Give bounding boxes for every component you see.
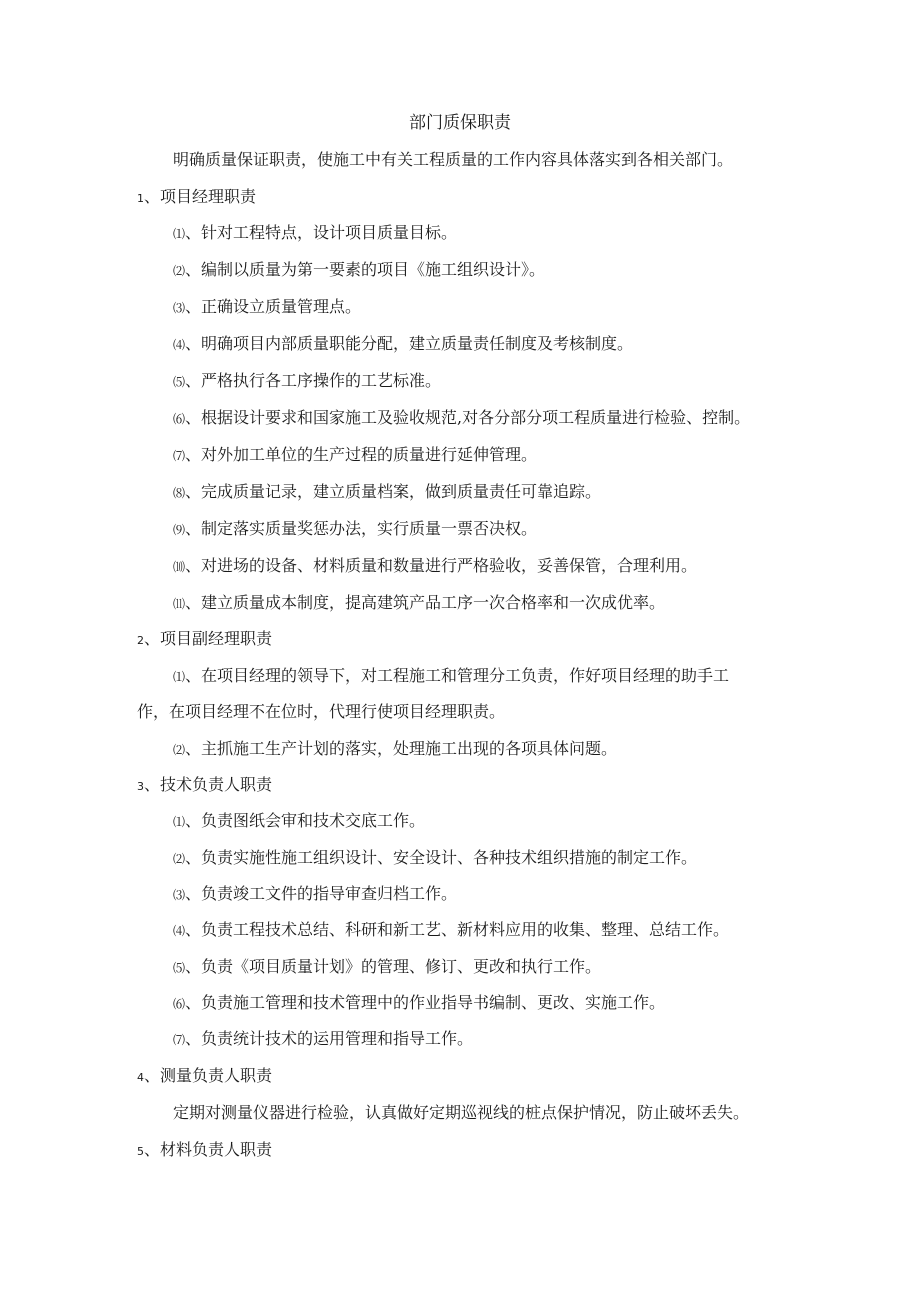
section-heading <box>137 187 256 209</box>
list-item <box>173 556 697 577</box>
intro-paragraph: 明确质量保证职责，使施工中有关工程质量的工作内容具体落实到各相关部门。 <box>173 150 734 169</box>
list-item <box>173 811 425 832</box>
section-paragraph: 定期对测量仪器进行检验，认真做好定期巡视线的桩点保护情况，防止破坏丢失。 <box>173 1103 750 1122</box>
item-marker: ⑶ <box>173 888 186 902</box>
section-heading <box>137 629 272 651</box>
item-text: 、负责图纸会审和技术交底工作。 <box>185 811 426 830</box>
item-marker: ⑷ <box>173 924 186 938</box>
section-number: 4 <box>137 1071 144 1084</box>
section-heading <box>137 1140 272 1162</box>
item-marker: ⑵ <box>173 743 186 757</box>
list-item <box>173 297 361 318</box>
item-text: 、对外加工单位的生产过程的质量进行延伸管理。 <box>185 445 538 464</box>
list-item <box>173 884 457 905</box>
item-text: 、严格执行各工序操作的工艺标准。 <box>185 371 442 390</box>
item-text: 、主抓施工生产计划的落实，处理施工出现的各项具体问题。 <box>185 739 618 758</box>
item-text: 、负责工程技术总结、科研和新工艺、新材料应用的收集、整理、总结工作。 <box>185 920 730 939</box>
item-marker: ⑴ <box>173 815 186 829</box>
item-marker: ⑵ <box>173 852 186 866</box>
item-text: 、完成质量记录，建立质量档案，做到质量责任可靠追踪。 <box>185 482 602 501</box>
item-marker: ⑺ <box>173 1033 186 1047</box>
list-item <box>173 848 697 869</box>
section-heading-text: 、项目经理职责 <box>144 187 257 206</box>
section-number: 5 <box>137 1145 144 1158</box>
item-text: 、对进场的设备、材料质量和数量进行严格验收，妥善保管，合理利用。 <box>185 556 698 575</box>
item-text: 、根据设计要求和国家施工及验收规范,对各分部分项工程质量进行检验、控制。 <box>185 408 751 427</box>
list-item-continuation: 作，在项目经理不在位时，代理行使项目经理职责。 <box>137 702 506 721</box>
item-text: 、编制以质量为第一要素的项目《施工组织设计》。 <box>185 260 546 279</box>
item-marker: ⑹ <box>173 997 186 1011</box>
list-item <box>173 445 537 466</box>
list-item <box>173 957 601 978</box>
list-item <box>173 920 729 941</box>
item-text: 、正确设立质量管理点。 <box>185 297 362 316</box>
item-marker: ⑾ <box>173 597 186 611</box>
list-item <box>173 223 457 244</box>
item-marker: ⑸ <box>173 375 186 389</box>
item-marker: ⑻ <box>173 486 186 500</box>
item-marker: ⑹ <box>173 412 186 426</box>
list-item <box>173 739 617 760</box>
section-heading-text: 、技术负责人职责 <box>144 775 273 794</box>
item-marker: ⑼ <box>173 523 186 537</box>
list-item <box>173 260 545 281</box>
section-number: 2 <box>137 634 144 647</box>
item-text: 、负责施工管理和技术管理中的作业指导书编制、更改、实施工作。 <box>185 993 666 1012</box>
item-marker: ⑽ <box>173 560 186 574</box>
item-marker: ⑴ <box>173 670 186 684</box>
list-item <box>173 519 537 540</box>
document-title: 部门质保职责 <box>409 113 511 133</box>
section-number: 3 <box>137 780 144 793</box>
list-item <box>173 1029 473 1050</box>
item-marker: ⑷ <box>173 338 186 352</box>
item-text: 、负责《项目质量计划》的管理、修订、更改和执行工作。 <box>185 957 602 976</box>
list-item <box>173 334 633 355</box>
item-marker: ⑵ <box>173 264 186 278</box>
item-text: 、负责统计技术的运用管理和指导工作。 <box>185 1029 474 1048</box>
item-text: 、建立质量成本制度，提高建筑产品工序一次合格率和一次成优率。 <box>185 593 666 612</box>
list-item <box>173 482 601 503</box>
section-heading-text: 、测量负责人职责 <box>144 1066 273 1085</box>
item-text: 、负责竣工文件的指导审查归档工作。 <box>185 884 458 903</box>
list-item <box>173 593 665 614</box>
item-marker: ⑸ <box>173 961 186 975</box>
item-marker: ⑺ <box>173 449 186 463</box>
item-text: 、制定落实质量奖惩办法，实行质量一票否决权。 <box>185 519 538 538</box>
list-item <box>173 993 665 1014</box>
item-marker: ⑴ <box>173 227 186 241</box>
item-text: 、明确项目内部质量职能分配，建立质量责任制度及考核制度。 <box>185 334 634 353</box>
list-item <box>173 666 729 687</box>
section-heading <box>137 1066 272 1088</box>
section-heading-text: 、项目副经理职责 <box>144 629 273 648</box>
item-text: 、负责实施性施工组织设计、安全设计、各种技术组织措施的制定工作。 <box>185 848 698 867</box>
section-heading-text: 、材料负责人职责 <box>144 1140 273 1159</box>
item-marker: ⑶ <box>173 301 186 315</box>
section-number: 1 <box>137 192 144 205</box>
item-text: 、针对工程特点，设计项目质量目标。 <box>185 223 458 242</box>
list-item <box>173 408 750 429</box>
section-heading <box>137 775 272 797</box>
list-item <box>173 371 441 392</box>
item-text: 、在项目经理的领导下，对工程施工和管理分工负责，作好项目经理的助手工 <box>185 666 730 685</box>
